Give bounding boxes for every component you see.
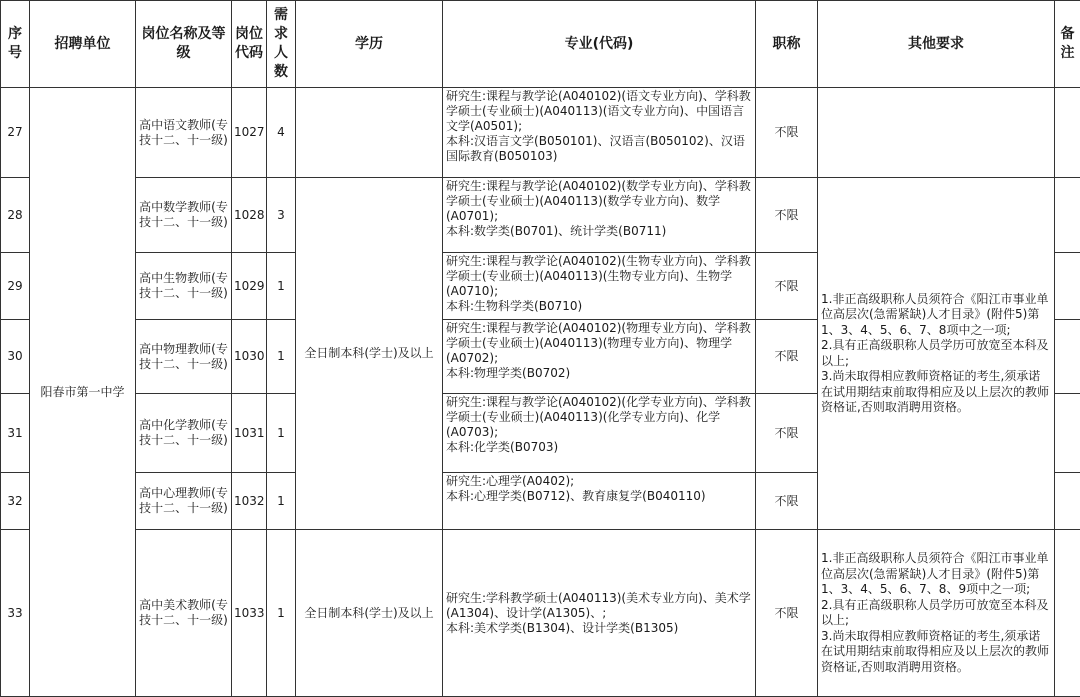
header-seq: 序号 <box>1 1 30 88</box>
position-cell: 高中物理教师(专技十二、十一级) <box>136 320 232 394</box>
code-cell: 1033 <box>232 530 267 697</box>
count-cell: 4 <box>267 88 296 178</box>
code-cell: 1027 <box>232 88 267 178</box>
note-cell <box>1055 394 1080 473</box>
education-cell-spacer <box>296 88 443 178</box>
header-row <box>1 1 1080 88</box>
seq-cell: 29 <box>1 253 30 320</box>
position-cell: 高中数学教师(专技十二、十一级) <box>136 178 232 253</box>
table-row <box>1 530 1080 697</box>
major-cell: 研究生:学科教学硕士(A040113)(美术专业方向)、美术学(A1304)、设计学(A1305)、; 本科:美术学类(B1304)、设计学类(B1305) <box>443 530 756 697</box>
note-cell <box>1055 320 1080 394</box>
title-cell: 不限 <box>756 88 818 178</box>
code-cell: 1032 <box>232 473 267 530</box>
note-cell <box>1055 253 1080 320</box>
count-cell: 1 <box>267 320 296 394</box>
position-cell: 高中美术教师(专技十二、十一级) <box>136 530 232 697</box>
header-other: 其他要求 <box>818 1 1055 88</box>
position-cell: 高中心理教师(专技十二、十一级) <box>136 473 232 530</box>
other-cell-spacer <box>818 88 1055 178</box>
education-cell: 全日制本科(学士)及以上 <box>296 178 443 530</box>
code-cell: 1028 <box>232 178 267 253</box>
major-cell: 研究生:课程与教学论(A040102)(物理专业方向)、学科教学硕士(专业硕士)(A040113)(物理专业方向)、物理学(A0702); 本科:物理学类(B0702) <box>443 320 756 394</box>
title-cell: 不限 <box>756 320 818 394</box>
major-cell: 研究生:课程与教学论(A040102)(化学专业方向)、学科教学硕士(专业硕士)(A040113)(化学专业方向)、化学(A0703); 本科:化学类(B0703) <box>443 394 756 473</box>
code-cell: 1029 <box>232 253 267 320</box>
major-cell: 研究生:课程与教学论(A040102)(生物专业方向)、学科教学硕士(专业硕士)(A040113)(生物专业方向)、生物学(A0710); 本科:生物科学类(B0710) <box>443 253 756 320</box>
seq-cell: 27 <box>1 88 30 178</box>
count-cell: 1 <box>267 473 296 530</box>
position-cell: 高中化学教师(专技十二、十一级) <box>136 394 232 473</box>
count-cell: 3 <box>267 178 296 253</box>
header-position: 岗位名称及等级 <box>136 1 232 88</box>
major-cell: 研究生:心理学(A0402); 本科:心理学类(B0712)、教育康复学(B040110) <box>443 473 756 530</box>
seq-cell: 30 <box>1 320 30 394</box>
unit-cell: 阳春市第一中学 <box>30 88 136 697</box>
note-cell <box>1055 178 1080 253</box>
note-cell <box>1055 530 1080 697</box>
major-cell: 研究生:课程与教学论(A040102)(语文专业方向)、学科教学硕士(专业硕士)(A040113)(语文专业方向)、中国语言文学(A0501); 本科:汉语言文学(B050101)、汉语言(B050102)、汉语国际教育(B050103) <box>443 88 756 178</box>
code-cell: 1031 <box>232 394 267 473</box>
title-cell: 不限 <box>756 394 818 473</box>
count-cell: 1 <box>267 253 296 320</box>
title-cell: 不限 <box>756 178 818 253</box>
table-row <box>1 178 1080 253</box>
header-major: 专业(代码) <box>443 1 756 88</box>
header-education: 学历 <box>296 1 443 88</box>
count-cell: 1 <box>267 530 296 697</box>
table-row <box>1 88 1080 178</box>
position-cell: 高中生物教师(专技十二、十一级) <box>136 253 232 320</box>
education-cell: 全日制本科(学士)及以上 <box>296 530 443 697</box>
seq-cell: 32 <box>1 473 30 530</box>
title-cell: 不限 <box>756 253 818 320</box>
seq-cell: 28 <box>1 178 30 253</box>
note-cell <box>1055 88 1080 178</box>
other-requirements-cell: 1.非正高级职称人员须符合《阳江市事业单位高层次(急需紧缺)人才目录》(附件5)第1、3、4、5、6、7、8、9项中之一项; 2.具有正高级职称人员学历可放宽至本科及以上; 3.尚未取得相应教师资格证的考生,须承诺在试用期结束前取得相应及以上层次的教师资格证,否则取消聘用资格。 <box>818 530 1055 697</box>
note-cell <box>1055 473 1080 530</box>
count-cell: 1 <box>267 394 296 473</box>
header-unit: 招聘单位 <box>30 1 136 88</box>
header-title: 职称 <box>756 1 818 88</box>
code-cell: 1030 <box>232 320 267 394</box>
seq-cell: 31 <box>1 394 30 473</box>
title-cell: 不限 <box>756 530 818 697</box>
other-requirements-cell: 1.非正高级职称人员须符合《阳江市事业单位高层次(急需紧缺)人才目录》(附件5)第1、3、4、5、6、7、8项中之一项; 2.具有正高级职称人员学历可放宽至本科及以上; 3.尚未取得相应教师资格证的考生,须承诺在试用期结束前取得相应及以上层次的教师资格证,否则取消聘用资格。 <box>818 178 1055 530</box>
header-count: 需求人数 <box>267 1 296 88</box>
major-cell: 研究生:课程与教学论(A040102)(数学专业方向)、学科教学硕士(专业硕士)(A040113)(数学专业方向)、数学(A0701); 本科:数学类(B0701)、统计学类(B0711) <box>443 178 756 253</box>
header-code: 岗位代码 <box>232 1 267 88</box>
seq-cell: 33 <box>1 530 30 697</box>
position-cell: 高中语文教师(专技十二、十一级) <box>136 88 232 178</box>
title-cell: 不限 <box>756 473 818 530</box>
header-note: 备注 <box>1055 1 1080 88</box>
